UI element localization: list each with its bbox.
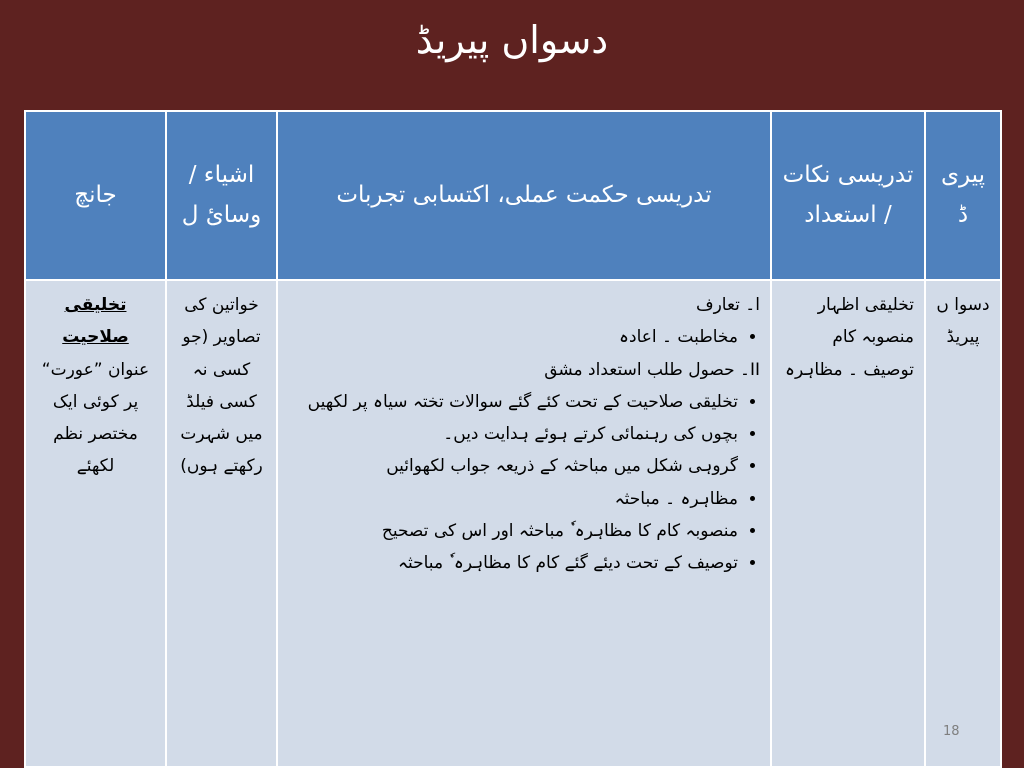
list-item: • مخاطبت ۔ اعادہ xyxy=(288,321,738,353)
list-item: • گروہی شکل میں مباحثہ کے ذریعہ جواب لکھوائیں xyxy=(288,450,738,482)
method-list-practice xyxy=(288,386,760,580)
list-item: • توصیف کے تحت دیئے گئے کام کا مظاہرہ ٗ مباحثہ xyxy=(288,547,738,579)
list-item: • منصوبہ کام کا مظاہرہ ٗ مباحثہ اور اس کی تصحیح xyxy=(288,515,738,547)
header-method: تدریسی حکمت عملی، اکتسابی تجربات xyxy=(277,111,771,280)
method-section-practice: II۔ حصول طلب استعداد مشق xyxy=(544,359,760,380)
method-section-intro: ا۔ تعارف xyxy=(695,295,760,315)
header-assessment: جانچ xyxy=(25,111,166,280)
cell-assessment xyxy=(25,280,166,767)
cell-period: دسوا ں پیریڈ xyxy=(925,280,1001,767)
header-points: تدریسی نکات / استعداد xyxy=(771,111,925,280)
table-header-row xyxy=(25,111,1001,280)
method-list-intro xyxy=(288,321,760,353)
table-row xyxy=(25,280,1001,767)
header-materials: اشیاء /وسائ ل xyxy=(166,111,277,280)
slide-title: دسواں پیریڈ xyxy=(415,18,609,62)
cell-materials: خواتین کی تصاویر (جو کسی نہ کسی فیلڈ میں شہرت رکھتے ہوں) xyxy=(166,280,277,767)
list-item: • مظاہرہ ۔ مباحثہ xyxy=(288,483,738,515)
header-period: پیری ڈ xyxy=(925,111,1001,280)
list-item: • تخلیقی صلاحیت کے تحت کئے گئے سوالات تختہ سیاہ پر لکھیں xyxy=(288,386,738,418)
list-item: • بچوں کی رہنمائی کرتے ہوئے ہدایت دیں۔ xyxy=(288,418,738,450)
cell-method xyxy=(277,280,771,767)
assessment-text: عنوان ”عورت“ پر کوئی ایک مختصر نظم لکھئے xyxy=(41,359,150,477)
lesson-plan-table xyxy=(24,110,1002,768)
assessment-heading: تخلیقی صلاحیت xyxy=(62,295,129,348)
slide-number: 18 xyxy=(943,724,960,739)
cell-points: تخلیقی اظہار منصوبہ کام توصیف ۔ مظاہرہ xyxy=(771,280,925,767)
